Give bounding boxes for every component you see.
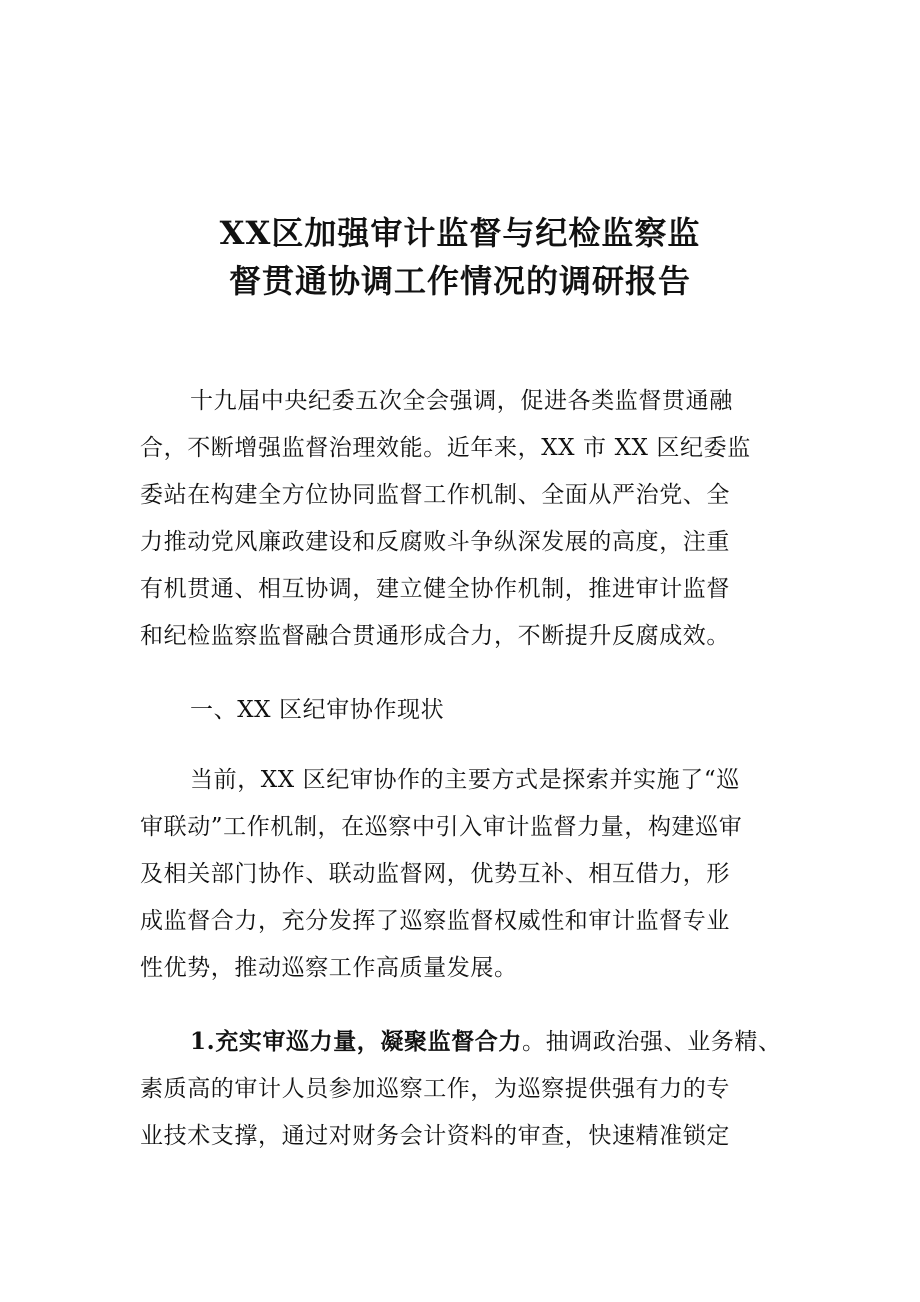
paragraph-1-line: 委站在构建全方位协同监督工作机制、全面从严治党、全 bbox=[140, 482, 730, 508]
paragraph-3-line: 素质高的审计人员参加巡察工作，为巡察提供强有力的专 bbox=[140, 1076, 730, 1102]
paragraph-1-line: 十九届中央纪委五次全会强调，促进各类监督贯通融 bbox=[190, 388, 733, 414]
paragraph-3-bold-lead: 1.充实审巡力量，凝聚监督合力 bbox=[190, 1028, 523, 1055]
paragraph-2-line: 当前，XX 区纪审协作的主要方式是探索并实施了“巡 bbox=[190, 767, 740, 793]
document-title-line-2: 督贯通协调工作情况的调研报告 bbox=[228, 262, 691, 300]
paragraph-1-line: 有机贯通、相互协调，建立健全协作机制，推进审计监督 bbox=[140, 576, 730, 602]
paragraph-2-line: 性优势，推动巡察工作高质量发展。 bbox=[140, 955, 518, 981]
paragraph-1-line: 力推动党风廉政建设和反腐败斗争纵深发展的高度，注重 bbox=[140, 529, 730, 555]
paragraph-1-line: 合，不断增强监督治理效能。近年来，XX 市 XX 区纪委监 bbox=[140, 435, 751, 461]
paragraph-3-first-line bbox=[190, 1027, 782, 1057]
section-heading: 一、XX 区纪审协作现状 bbox=[190, 697, 445, 723]
paragraph-1-line: 和纪检监察监督融合贯通形成合力，不断提升反腐成效。 bbox=[140, 623, 730, 649]
document-title-line-1: XX区加强审计监督与纪检监察监 bbox=[219, 214, 701, 252]
paragraph-2-line: 成监督合力，充分发挥了巡察监督权威性和审计监督专业 bbox=[140, 908, 730, 934]
paragraph-3-first-line-rest: 。抽调政治强、业务精、 bbox=[522, 1029, 782, 1055]
paragraph-3-line: 业技术支撑，通过对财务会计资料的审查，快速精准锁定 bbox=[140, 1123, 730, 1149]
paragraph-2-line: 及相关部门协作、联动监督网，优势互补、相互借力，形 bbox=[140, 861, 730, 887]
paragraph-2-line: 审联动”工作机制，在巡察中引入审计监督力量，构建巡审 bbox=[140, 814, 743, 840]
